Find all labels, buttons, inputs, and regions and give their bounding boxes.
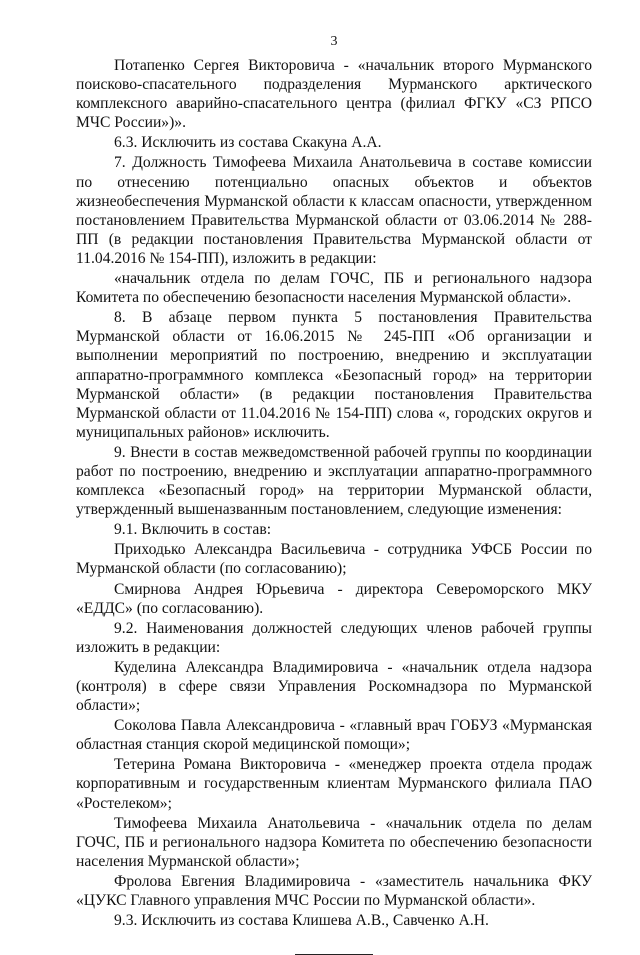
paragraph-9-2: 9.2. Наименования должностей следующих членов рабочей группы изложить в редакции: [76,619,592,656]
paragraph-9: 9. Внести в состав межведомственной рабочей группы по координации работ по построению, внедрению и эксплуатации аппаратно-программного комплекса «Безопасный город» на территории Мурманской области, утвержденный вышеназванным постановлением, следующие изменения: [76,443,592,519]
paragraph-timofeev: Тимофеева Михаила Анатольевича - «начальник отдела по делам ГОЧС, ПБ и регионального надзора Комитета по обеспечению безопасности населения Мурманской области»; [76,814,592,870]
page-number: 3 [330,34,338,49]
paragraph-smirnov: Смирнова Андрея Юрьевича - директора Североморского МКУ «ЕДДС» (по согласованию). [76,580,592,617]
paragraph-7: 7. Должность Тимофеева Михаила Анатольевича в составе комиссии по отнесению потенциально опасных объектов и объектов жизнеобеспечения Мурманской области к классам опасности, утвержденном постановлением Правительства Мурманской области от 03.06.2014 № 288-ПП (в редакции постановления Правительства Мурманской области от 11.04.2016 № 154-ПП), изложить в редакции: [76,154,592,267]
paragraph-potapenko: Потапенко Сергея Викторовича - «начальник второго Мурманского поисково-спасательного подразделения Мурманского арктического комплексного аварийно-спасательного центра (филиал ФГКУ «СЗ РПСО МЧС России»)». [76,57,592,132]
paragraph-6-3: 6.3. Исключить из состава Скакуна А.А. [114,134,382,152]
paragraph-9-1: 9.1. Включить в состав: [114,521,272,539]
document-body [76,56,592,930]
paragraph-kudelin: Куделина Александра Владимировича - «начальник отдела надзора (контроля) в сфере связи Управления Роскомнадзора по Мурманской области»; [76,658,592,715]
paragraph-8: 8. В абзаце первом пункта 5 постановления Правительства Мурманской области от 16.06.2015 № 245-ПП «Об организации и выполнении мероприятий по построению, внедрению и эксплуатации аппаратно-программного комплекса «Безопасный город» на территории Мурманской области» (в редакции постановления Правительства Мурманской области от 11.04.2016 № 154-ПП) слова «, городских округов и муниципальных районов» исключить. [76,309,592,441]
paragraph-9-3: 9.3. Исключить из состава Клишева А.В., Савченко А.Н. [114,912,489,930]
paragraph-sokolov: Соколова Павла Александровича - «главный врач ГОБУЗ «Мурманская областная станция скорой медицинской помощи»; [76,717,592,754]
paragraph-prikhodko: Приходько Александра Васильевича - сотрудника УФСБ России по Мурманской области (по согласованию); [76,541,592,578]
paragraph-7-quote: «начальник отдела по делам ГОЧС, ПБ и регионального надзора Комитета по обеспечению безопасности населения Мурманской области». [76,270,592,307]
paragraph-frolov: Фролова Евгения Владимировича - «заместитель начальника ФКУ «ЦУКС Главного управления МЧС России по Мурманской области». [76,872,592,910]
paragraph-teterin: Тетерина Романа Викторовича - «менеджер проекта отдела продаж корпоративным и государственным клиентам Мурманского филиала ПАО «Ростелеком»; [76,756,592,812]
